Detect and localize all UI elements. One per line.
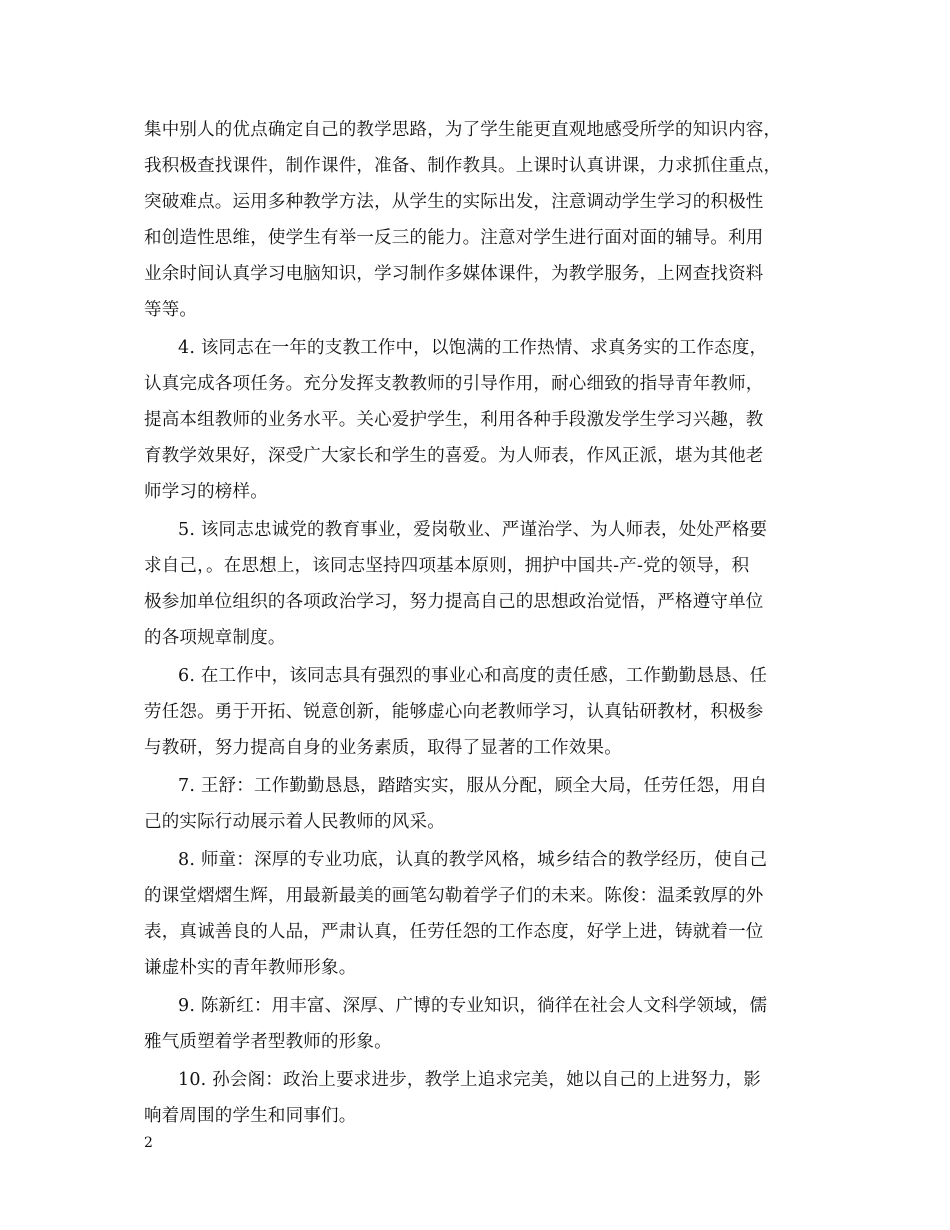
page-number: 2 <box>144 1135 153 1151</box>
paragraph-4-line-1: 4. 该同志在一年的支教工作中，以饱满的工作热情、求真务实的工作态度， <box>178 338 768 358</box>
text-line: 和创造性思维，使学生有举一反三的能力。注意对学生进行面对面的辅导。利用 <box>144 228 764 248</box>
text-line: 己的实际行动展示着人民教师的风采。 <box>144 812 445 832</box>
text-line: 求自己，。在思想上，该同志坚持四项基本原则，拥护中国共-产-党的领导，积 <box>144 556 750 576</box>
text-line: 的课堂熠熠生辉，用最新最美的画笔勾勒着学子们的未来。陈俊：温柔敦厚的外 <box>144 886 764 906</box>
text-line: 育教学效果好，深受广大家长和学生的喜爱。为人师表，作风正派，堪为其他老 <box>144 446 764 466</box>
paragraph-8-line-1: 8. 师童：深厚的专业功底，认真的教学风格，城乡结合的教学经历，使自己 <box>178 850 768 870</box>
text-line: 雅气质塑着学者型教师的形象。 <box>144 1032 392 1052</box>
paragraph-5-line-1: 5. 该同志忠诚党的教育事业，爱岗敬业、严谨治学、为人师表，处处严格要 <box>178 520 768 540</box>
text-line: 响着周围的学生和同事们。 <box>144 1106 357 1126</box>
text-line: 与教研，努力提高自身的业务素质，取得了显著的工作效果。 <box>144 738 622 758</box>
text-line: 表，真诚善良的人品，严肃认真，任劳任怨的工作态度，好学上进，铸就着一位 <box>144 922 764 942</box>
paragraph-10-line-1: 10. 孙会阁：政治上要求进步，教学上追求完美，她以自己的上进努力，影 <box>178 1070 761 1090</box>
text-line: 谦虚朴实的青年教师形象。 <box>144 958 357 978</box>
text-line: 业余时间认真学习电脑知识，学习制作多媒体课件，为教学服务，上网查找资料 <box>144 264 764 284</box>
text-line: 师学习的榜样。 <box>144 482 268 502</box>
text-line: 我积极查找课件，制作课件，准备、制作教具。上课时认真讲课，力求抓住重点， <box>144 156 782 176</box>
text-line: 突破难点。运用多种教学方法，从学生的实际出发，注意调动学生学习的积极性 <box>144 192 764 212</box>
paragraph-7-line-1: 7. 王舒：工作勤勤恳恳，踏踏实实，服从分配，顾全大局，任劳任怨，用自 <box>178 776 768 796</box>
text-line: 认真完成各项任务。充分发挥支教教师的引导作用，耐心细致的指导青年教师， <box>144 374 764 394</box>
text-line: 等等。 <box>144 300 198 320</box>
paragraph-6-line-1: 6. 在工作中，该同志具有强烈的事业心和高度的责任感，工作勤勤恳恳、任 <box>178 666 768 686</box>
text-line: 提高本组教师的业务水平。关心爱护学生，利用各种手段激发学生学习兴趣，教 <box>144 410 764 430</box>
text-line: 劳任怨。勇于开拓、锐意创新，能够虚心向老教师学习，认真钻研教材，积极参 <box>144 702 764 722</box>
text-line: 集中别人的优点确定自己的教学思路，为了学生能更直观地感受所学的知识内容， <box>144 120 782 140</box>
text-line: 的各项规章制度。 <box>144 628 286 648</box>
paragraph-9-line-1: 9. 陈新红：用丰富、深厚、广博的专业知识，徜徉在社会人文科学领域，儒 <box>178 996 768 1016</box>
text-line: 极参加单位组织的各项政治学习，努力提高自己的思想政治觉悟，严格遵守单位 <box>144 592 764 612</box>
